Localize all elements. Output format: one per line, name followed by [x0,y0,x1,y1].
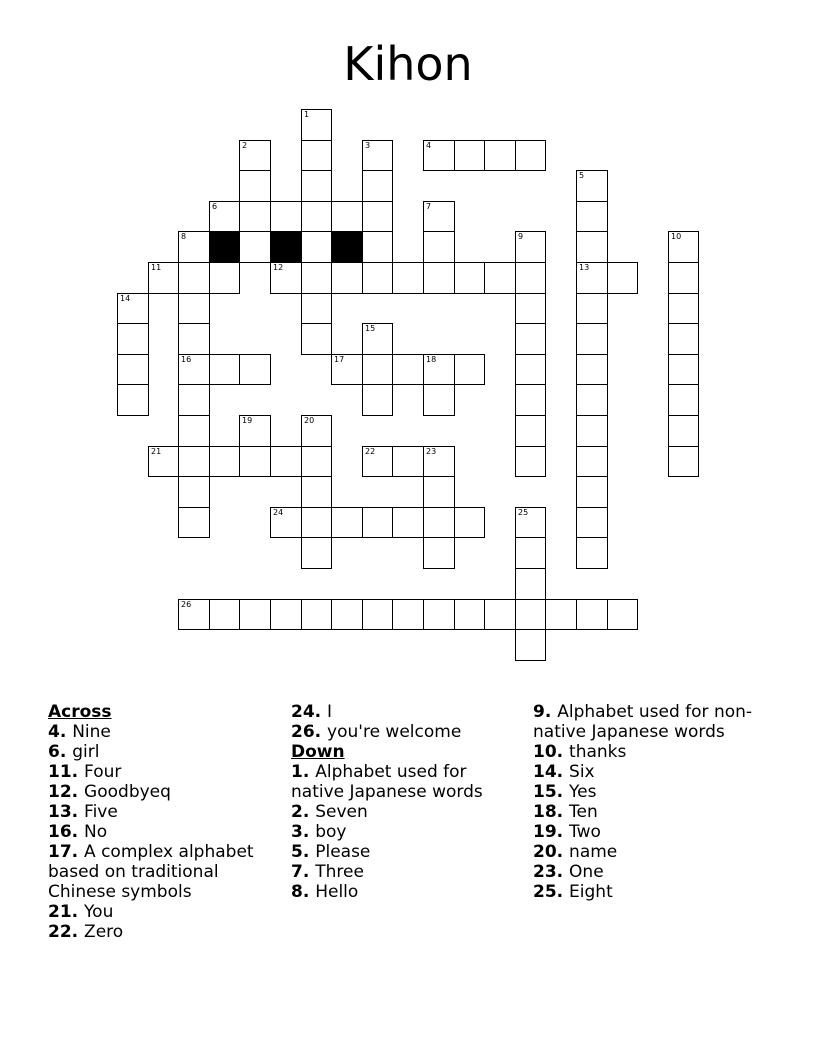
down-clue: 9. Alphabet used for non-native Japanese words [533,702,753,742]
down-clue: 8. Hello [291,882,359,902]
down-clue: 2. Seven [291,802,368,822]
crossword-cell[interactable] [392,599,424,630]
crossword-cell[interactable] [484,599,516,630]
crossword-cell[interactable] [423,537,455,569]
crossword-cell[interactable] [209,446,240,477]
crossword-cell[interactable] [454,262,485,294]
clue-number: 24 [273,508,284,517]
clue-number: 9 [518,232,524,241]
crossword-cell[interactable] [209,262,240,294]
across-clue: 4. Nine [48,722,111,742]
crossword-cell[interactable] [576,384,608,416]
crossword-cell[interactable] [576,446,608,477]
crossword-cell[interactable] [576,599,608,630]
crossword-cell[interactable] [423,262,455,294]
crossword-cell[interactable] [362,231,393,263]
crossword-cell[interactable] [576,537,608,569]
crossword-cell[interactable] [331,201,363,232]
across-heading: Across [48,702,112,722]
clue-number: 17 [334,355,345,364]
crossword-cell[interactable] [423,231,455,263]
crossword-cell[interactable] [301,507,332,538]
crossword-cell[interactable] [178,231,210,263]
crossword-cell[interactable] [178,262,210,294]
crossword-cell[interactable] [239,140,271,171]
crossword-cell[interactable] [454,507,485,538]
crossword-cell[interactable] [545,599,577,630]
crossword-cell[interactable] [362,140,393,171]
down-clue: 20. name [533,842,618,862]
crossword-cell[interactable] [423,354,455,385]
crossword-cell[interactable] [362,323,393,355]
clue-number: 19 [242,416,253,425]
crossword-cell[interactable] [515,323,546,355]
down-clue: 10. thanks [533,742,627,762]
crossword-cell[interactable] [515,231,546,263]
crossword-cell[interactable] [239,231,271,263]
crossword-cell[interactable] [576,354,608,385]
crossword-cell[interactable] [301,599,332,630]
crossword-cell[interactable] [301,476,332,508]
across-clue: 12. Goodbyeq [48,782,171,802]
crossword-cell[interactable] [515,599,546,630]
crossword-cell[interactable] [392,262,424,294]
crossword-cell[interactable] [362,262,393,294]
crossword-cell[interactable] [148,262,179,294]
crossword-cell[interactable] [668,415,699,447]
clues-column-1 [48,702,278,942]
crossword-cell[interactable] [423,599,455,630]
crossword-cell[interactable] [576,231,608,263]
crossword-cell[interactable] [362,201,393,232]
crossword-cell[interactable] [178,599,210,630]
crossword-cell[interactable] [515,354,546,385]
across-clue: 16. No [48,822,108,842]
clue-number: 10 [671,232,682,241]
crossword-cell[interactable] [117,323,149,355]
crossword-cell[interactable] [515,537,546,569]
crossword-cell[interactable] [239,599,271,630]
down-clue: 19. Two [533,822,601,842]
crossword-cell[interactable] [270,262,302,294]
crossword-cell[interactable] [423,140,455,171]
across-clue: 11. Four [48,762,122,782]
across-clue: 26. you're welcome [291,722,462,742]
crossword-cell[interactable] [515,568,546,600]
crossword-cell[interactable] [331,262,363,294]
crossword-cell[interactable] [331,599,363,630]
crossword-cell[interactable] [117,293,149,324]
crossword-cell[interactable] [423,446,455,477]
crossword-cell[interactable] [362,507,393,538]
down-clue: 1. Alphabet used for native Japanese words [291,762,483,802]
crossword-cell[interactable] [178,415,210,447]
black-square [209,231,240,263]
crossword-cell[interactable] [301,170,332,202]
crossword-cell[interactable] [209,599,240,630]
crossword-cell[interactable] [515,140,546,171]
down-clue: 23. One [533,862,604,882]
down-clue: 14. Six [533,762,595,782]
clue-number: 21 [151,447,162,456]
crossword-cell[interactable] [607,599,638,630]
crossword-cell[interactable] [454,140,485,171]
clue-number: 16 [181,355,192,364]
down-heading: Down [291,742,345,762]
crossword-cell[interactable] [362,599,393,630]
crossword-cell[interactable] [301,293,332,324]
crossword-cell[interactable] [515,384,546,416]
crossword-cell[interactable] [178,507,210,538]
crossword-cell[interactable] [423,384,455,416]
across-clue: 13. Five [48,802,118,822]
crossword-cell[interactable] [423,476,455,508]
down-clue: 3. boy [291,822,347,842]
crossword-cell[interactable] [117,384,149,416]
clue-number: 5 [579,171,585,180]
crossword-cell[interactable] [301,323,332,355]
crossword-cell[interactable] [239,170,271,202]
crossword-cell[interactable] [301,446,332,477]
crossword-cell[interactable] [178,293,210,324]
crossword-cell[interactable] [515,262,546,294]
crossword-cell[interactable] [515,507,546,538]
crossword-cell[interactable] [668,293,699,324]
crossword-cell[interactable] [576,415,608,447]
crossword-cell[interactable] [301,201,332,232]
across-clue: 21. You [48,902,114,922]
crossword-cell[interactable] [148,446,179,477]
crossword-cell[interactable] [576,323,608,355]
clue-number: 23 [426,447,437,456]
crossword-cell[interactable] [178,446,210,477]
crossword-cell[interactable] [607,262,638,294]
clue-number: 6 [212,202,218,211]
crossword-cell[interactable] [392,507,424,538]
crossword-cell[interactable] [178,354,210,385]
crossword-cell[interactable] [668,384,699,416]
crossword-cell[interactable] [301,415,332,447]
crossword-cell[interactable] [576,293,608,324]
crossword-cell[interactable] [178,323,210,355]
crossword-cell[interactable] [484,140,516,171]
down-clue: 7. Three [291,862,364,882]
crossword-cell[interactable] [331,354,363,385]
crossword-cell[interactable] [576,476,608,508]
crossword-cell[interactable] [270,446,302,477]
crossword-cell[interactable] [301,140,332,171]
crossword-cell[interactable] [392,354,424,385]
clue-number: 13 [579,263,590,272]
crossword-cell[interactable] [178,384,210,416]
crossword-cell[interactable] [239,446,271,477]
crossword-cell[interactable] [178,476,210,508]
crossword-cell[interactable] [117,354,149,385]
clue-number: 14 [120,294,131,303]
crossword-cell[interactable] [668,323,699,355]
crossword-cell[interactable] [362,384,393,416]
crossword-cell[interactable] [454,354,485,385]
clue-number: 20 [304,416,315,425]
down-clue: 25. Eight [533,882,613,902]
crossword-cell[interactable] [239,415,271,447]
down-clue: 5. Please [291,842,371,862]
crossword-cell[interactable] [454,599,485,630]
crossword-cell[interactable] [668,354,699,385]
crossword-cell[interactable] [576,507,608,538]
clue-number: 25 [518,508,529,517]
across-clue: 24. I [291,702,333,722]
clue-number: 3 [365,141,371,150]
crossword-cell[interactable] [270,507,302,538]
crossword-cell[interactable] [331,507,363,538]
clue-number: 12 [273,263,284,272]
crossword-cell[interactable] [301,537,332,569]
crossword-cell[interactable] [209,354,240,385]
crossword-cell[interactable] [515,293,546,324]
clue-number: 8 [181,232,187,241]
crossword-cell[interactable] [668,446,699,477]
crossword-cell[interactable] [239,354,271,385]
clue-number: 4 [426,141,432,150]
clue-number: 22 [365,447,376,456]
clue-number: 2 [242,141,248,150]
crossword-cell[interactable] [668,231,699,263]
crossword-cell[interactable] [576,170,608,202]
clue-number: 11 [151,263,162,272]
crossword-cell[interactable] [423,201,455,232]
crossword-cell[interactable] [515,629,546,661]
crossword-cell[interactable] [270,201,302,232]
clue-number: 26 [181,600,192,609]
clue-number: 1 [304,110,310,119]
crossword-cell[interactable] [362,354,393,385]
puzzle-title: Kihon [343,37,473,91]
crossword-cell[interactable] [301,262,332,294]
crossword-cell[interactable] [515,446,546,477]
crossword-cell[interactable] [239,201,271,232]
crossword-cell[interactable] [668,262,699,294]
down-clue: 15. Yes [533,782,597,802]
down-clue: 18. Ten [533,802,598,822]
black-square [331,231,363,263]
across-clue: 22. Zero [48,922,124,942]
clue-number: 15 [365,324,376,333]
across-clue: 17. A complex alphabet based on traditional Chinese symbols [48,842,254,902]
clue-number: 7 [426,202,432,211]
clue-number: 18 [426,355,437,364]
crossword-cell[interactable] [270,599,302,630]
clues-column-3 [533,702,773,902]
crossword-cell[interactable] [576,262,608,294]
crossword-cell[interactable] [515,415,546,447]
crossword-cell[interactable] [576,201,608,232]
crossword-cell[interactable] [362,170,393,202]
crossword-cell[interactable] [301,231,332,263]
black-square [270,231,302,263]
clues-column-2 [291,702,511,902]
crossword-cell[interactable] [362,446,393,477]
crossword-cell[interactable] [484,262,516,294]
crossword-cell[interactable] [423,507,455,538]
crossword-cell[interactable] [301,109,332,141]
crossword-cell[interactable] [392,446,424,477]
across-clue: 6. girl [48,742,100,762]
crossword-cell[interactable] [209,201,240,232]
